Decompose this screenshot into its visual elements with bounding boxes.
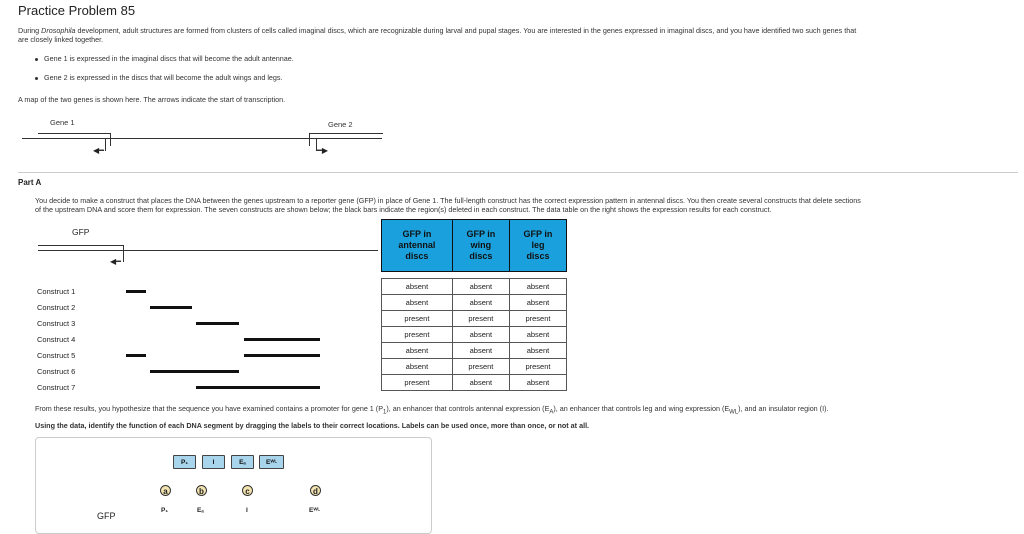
construct-label: Construct 5 [37,351,76,360]
segment-marker-a: a [160,485,171,496]
construct-label: Construct 2 [37,303,76,312]
drop-target-d[interactable]: Eᵂᴸ [309,507,320,514]
construct-label: Construct 4 [37,335,76,344]
table-row: absent absent absent [382,343,567,359]
gene-2-arrow-icon: ━▶ [317,146,328,155]
deletion-bar [126,354,146,357]
deletion-bar [150,306,192,309]
table-row: absent absent absent [382,279,567,295]
gene-1-label: Gene 1 [50,118,75,127]
gene-1-promoter-tick [105,139,106,151]
intro-paragraph: During Drosophila development, adult structures are formed from clusters of cells called imaginal discs, which are recognizable during larval and pupal stages. You are interested in the genes expressed in imaginal discs, and you have identified two such genes that are closely linked together. [18,26,857,45]
table-row: absent absent absent [382,295,567,311]
header-wing: GFP in wing discs [452,220,509,272]
drag-gfp-label: GFP [97,511,116,521]
bullet-1: Gene 1 is expressed in the imaginal discs that will become the adult antennae. [35,54,294,63]
expression-table [381,219,567,391]
gfp-promoter-tick [123,250,124,262]
gfp-arrow-icon: ◀━ [110,257,121,266]
construct-label: Construct 3 [37,319,76,328]
gene-1-arrow-icon: ◀━ [93,146,104,155]
deletion-bar [196,386,320,389]
drop-target-c[interactable]: I [246,507,248,514]
gene-1-box [38,133,111,146]
deletion-bar [244,354,320,357]
label-chip-ea[interactable]: Eₐ [231,455,254,469]
part-a-description: You decide to make a construct that places the DNA between the genes upstream to a reporter gene (GFP) in place of Gene 1. The full-length construct has the correct expression pattern in antennal discs. You then create several constructs that delete sections of the upstream DNA and score them for expression. The seven constructs are shown below; the black bars indicate the region(s) deleted in each construct. The data table on the right shows the expression results for each construct. [35,196,861,215]
deletion-bar [196,322,239,325]
label-chip-ewl[interactable]: Eᵂᴸ [259,455,284,469]
deletion-bar [150,370,239,373]
segment-marker-b: b [196,485,207,496]
table-row: present present present [382,311,567,327]
construct-dna-line [38,250,378,251]
table-row: present absent absent [382,327,567,343]
header-antennal: GFP in antennal discs [382,220,453,272]
gfp-box [38,245,124,257]
segment-marker-c: c [242,485,253,496]
construct-label: Construct 7 [37,383,76,392]
gene-2-label: Gene 2 [328,120,353,129]
gfp-label: GFP [72,227,90,237]
deletion-bar [244,338,320,341]
drag-drop-area [35,437,432,534]
part-a-heading: Part A [18,178,42,187]
page-title: Practice Problem 85 [18,3,136,18]
deletion-bar [126,290,146,293]
instruction-text: Using the data, identify the function of each DNA segment by dragging the labels to their correct locations. Labels can be used once, more than once, or not at all. [35,421,590,430]
table-row: absent present present [382,359,567,375]
construct-label: Construct 6 [37,367,76,376]
label-chip-i[interactable]: I [202,455,225,469]
drop-target-a[interactable]: P₁ [161,507,169,514]
gene-2-box [309,133,383,146]
segment-marker-d: d [310,485,321,496]
drop-target-b[interactable]: Eₐ [197,507,204,514]
header-leg: GFP in leg discs [509,220,566,272]
bullet-2: Gene 2 is expressed in the discs that will become the adult wings and legs. [35,73,283,82]
divider [18,172,1018,173]
construct-label: Construct 1 [37,287,76,296]
map-description: A map of the two genes is shown here. The arrows indicate the start of transcription. [18,95,286,104]
hypothesis-text: From these results, you hypothesize that the sequence you have examined contains a promoter for gene 1 $(P_1)$, an enhancer that controls antennal expression $(E_A)$, an enhancer that controls leg and wing expression $(E_{WL})$, and an insulator region (I). [35,404,829,416]
label-chip-p1[interactable]: P₁ [173,455,196,469]
table-row: present absent absent [382,375,567,391]
